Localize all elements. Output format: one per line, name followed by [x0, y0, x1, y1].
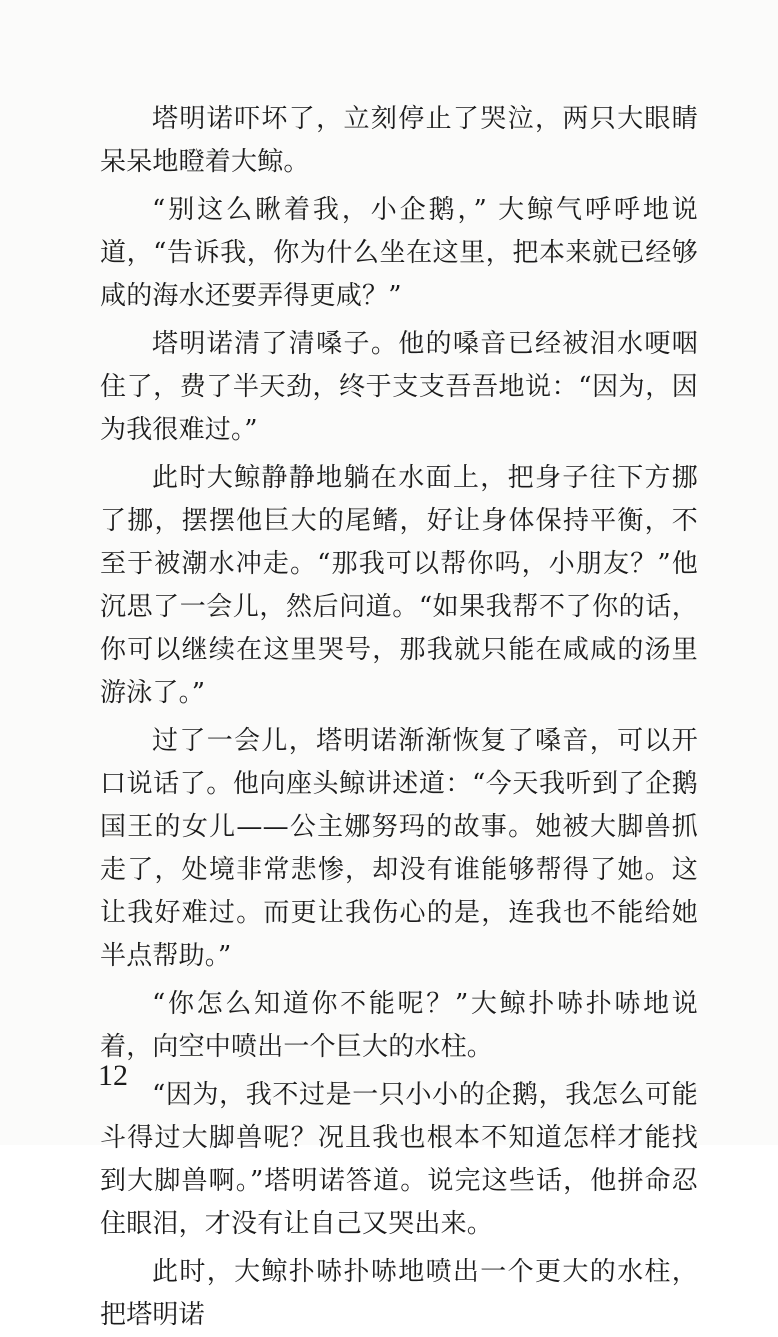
- paragraph: 过了一会儿，塔明诺渐渐恢复了嗓音，可以开口说话了。他向座头鲸讲述道：“今天我听到了企鹅国王的女儿——公主娜努玛的故事。她被大脚兽抓走了，处境非常悲惨，却没有谁能够帮得了她。这让我好难过。而更让我伤心的是，连我也不能给她半点帮助。”: [100, 726, 698, 971]
- paragraph: 塔明诺吓坏了，立刻停止了哭泣，两只大眼睛呆呆地瞪着大鲸。: [100, 104, 698, 177]
- paragraph: 此时大鲸静静地躺在水面上，把身子往下方挪了挪，摆摆他巨大的尾鳍，好让身体保持平衡，不至于被潮水冲走。“那我可以帮你吗，小朋友？”他沉思了一会儿，然后问道。“如果我帮不了你的话，你可以继续在这里哭号，那我就只能在咸咸的汤里游泳了。”: [100, 463, 698, 708]
- page-number: 12: [98, 1059, 128, 1092]
- paragraph: 此时，大鲸扑哧扑哧地喷出一个更大的水柱，把塔明诺: [100, 1257, 698, 1330]
- paragraph: “因为，我不过是一只小小的企鹅，我怎么可能斗得过大脚兽呢？况且我也根本不知道怎样才能找到大脚兽啊。”塔明诺答道。说完这些话，他拼命忍住眼泪，才没有让自己又哭出来。: [100, 1080, 698, 1239]
- body-text: [100, 98, 698, 1337]
- paragraph: “你怎么知道你不能呢？”大鲸扑哧扑哧地说着，向空中喷出一个巨大的水柱。: [100, 989, 698, 1062]
- paragraph: “别这么瞅着我，小企鹅，” 大鲸气呼呼地说道，“告诉我，你为什么坐在这里，把本来就已经够咸的海水还要弄得更咸？”: [100, 195, 698, 311]
- paragraph: 塔明诺清了清嗓子。他的嗓音已经被泪水哽咽住了，费了半天劲，终于支支吾吾地说：“因为，因为我很难过。”: [100, 329, 698, 445]
